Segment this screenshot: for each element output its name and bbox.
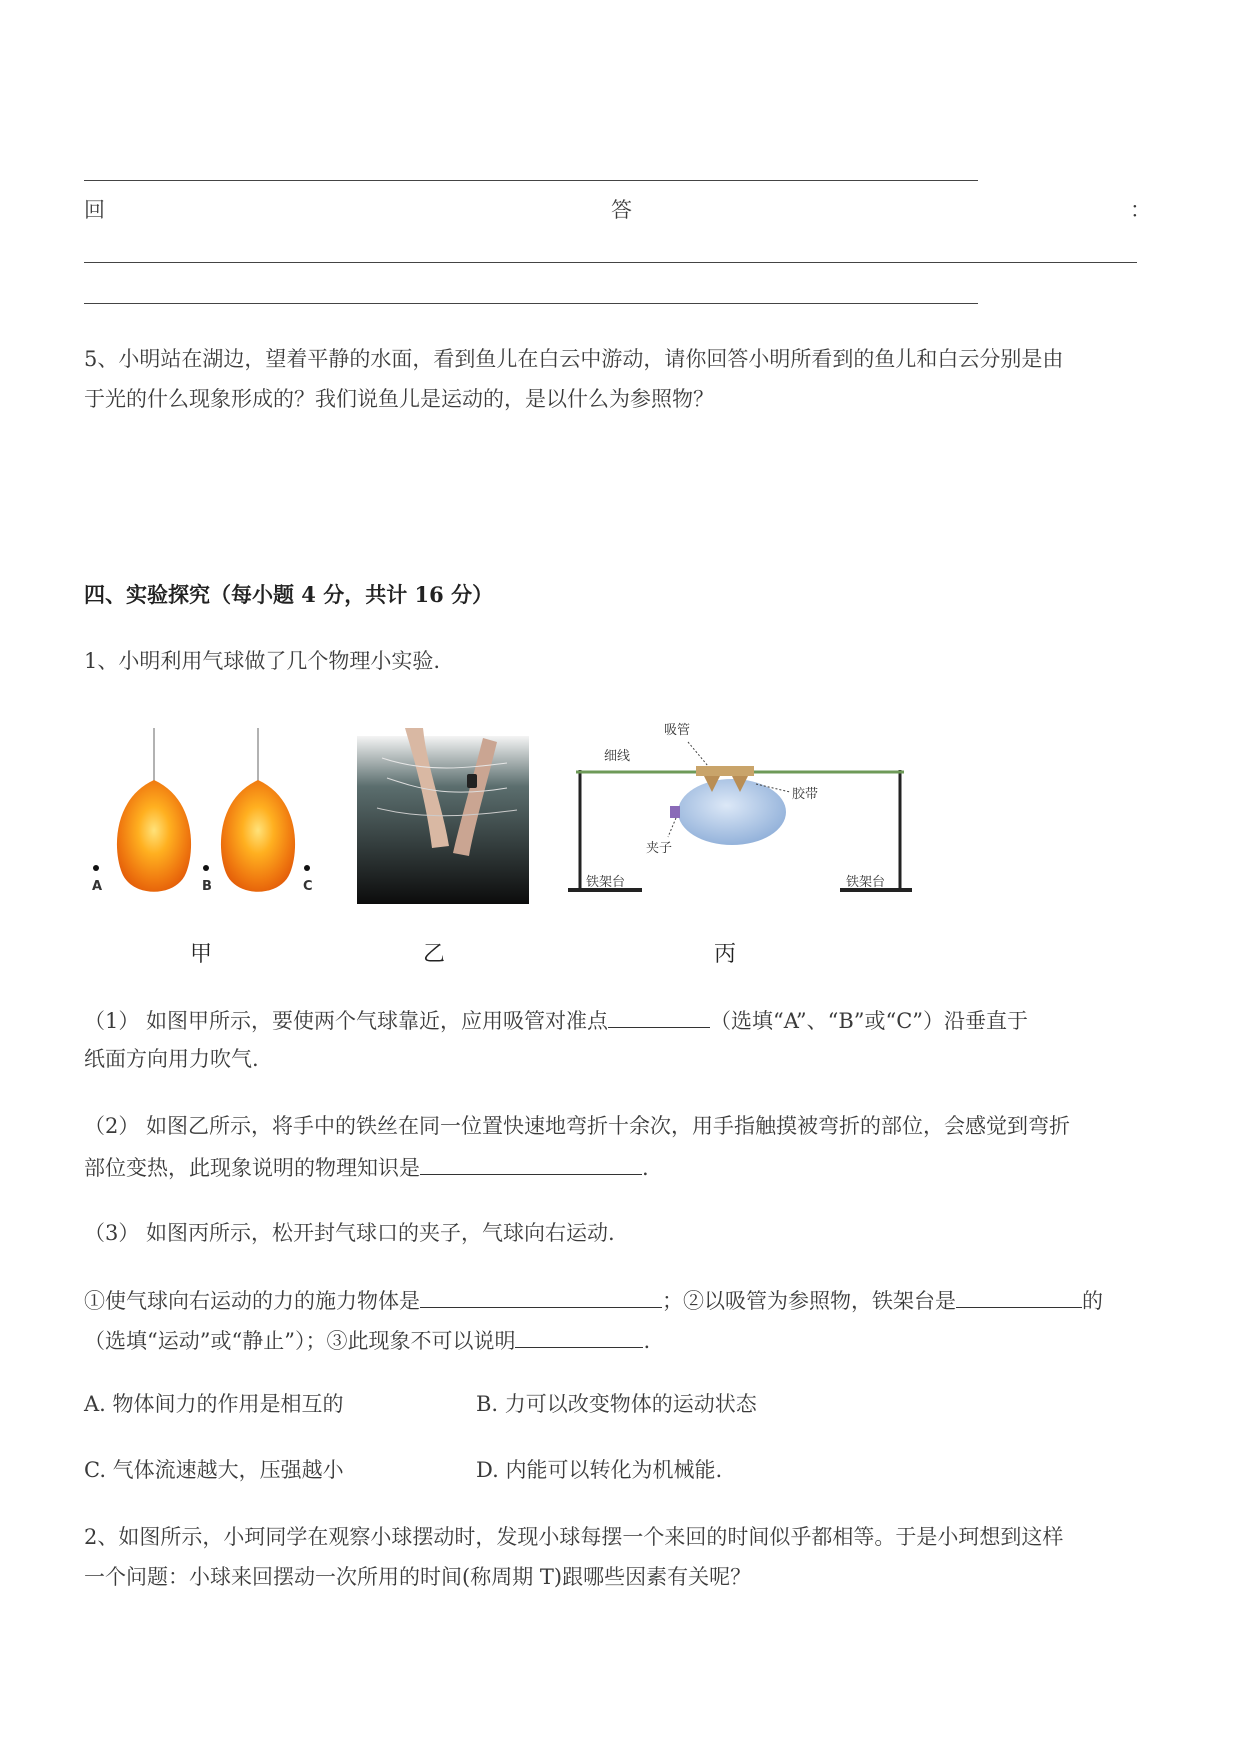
exp1-part3-text-1c: 的 [1082, 1289, 1103, 1313]
q5-line-2: 于光的什么现象形成的？我们说鱼儿是运动的，是以什么为参照物？ [84, 387, 714, 411]
exp1-part3-blank-force[interactable] [420, 1287, 662, 1308]
figure-jia-balloons [84, 728, 324, 918]
answer-label-colon: ： [1130, 198, 1151, 222]
caption-bing: 丙 [714, 942, 737, 967]
exp1-part3-line2 [84, 1327, 650, 1353]
point-c [304, 865, 310, 871]
label-clip: 夹子 [646, 841, 673, 856]
exp1-part1-blank[interactable] [608, 1007, 710, 1028]
exp1-part3-blank-explain[interactable] [515, 1327, 643, 1348]
answer-line-2 [84, 262, 1137, 263]
option-b[interactable]: B. 力可以改变物体的运动状态 [476, 1392, 757, 1416]
exp1-part2-text: 部位变热，此现象说明的物理知识是 [84, 1156, 420, 1180]
exp2-line-1: 2、如图所示，小珂同学在观察小球摆动时，发现小球每摆一个来回的时间似乎都相等。于是小珂想到这样 [84, 1525, 1064, 1549]
q5-line-1: 5、小明站在湖边，望着平静的水面，看到鱼儿在白云中游动，请你回答小明所看到的鱼儿和白云分别是由 [84, 347, 1064, 371]
caption-yi: 乙 [423, 942, 446, 967]
point-b [203, 865, 209, 871]
exp1-part3-text-2a: （选填“运动”或“静止”）；③此现象不可以说明 [84, 1329, 516, 1353]
pointer-straw [688, 742, 708, 766]
exp1-intro: 1、小明利用气球做了几个物理小实验. [84, 649, 441, 673]
answer-label-hui: 回 [84, 198, 105, 222]
exp1-part1-line1 [84, 1007, 1028, 1033]
exp1-part3-line1 [84, 1287, 1103, 1313]
exp1-part3-intro: （3） 如图丙所示，松开封气球口的夹子，气球向右运动. [84, 1221, 615, 1245]
label-thread: 细线 [604, 749, 631, 764]
option-a[interactable]: A. 物体间力的作用是相互的 [84, 1392, 344, 1416]
blue-balloon [678, 779, 786, 845]
exp1-part3-text-1a: ①使气球向右运动的力的施力物体是 [84, 1289, 420, 1313]
exp1-part1-line2: 纸面方向用力吹气. [84, 1047, 259, 1071]
point-b-label: B [202, 879, 212, 894]
option-d[interactable]: D. 内能可以转化为机械能. [476, 1458, 723, 1482]
label-stand-left: 铁架台 [586, 875, 626, 890]
balloon-right [221, 780, 295, 892]
figure-yi-hands [357, 728, 529, 904]
answer-line-1 [84, 180, 978, 181]
figure-bing-apparatus [568, 712, 928, 902]
exp1-part2-line1: （2） 如图乙所示，将手中的铁丝在同一位置快速地弯折十余次，用手指触摸被弯折的部位，会感觉到弯折 [84, 1114, 1071, 1138]
exp2-line-2: 一个问题：小球来回摆动一次所用的时间(称周期 T)跟哪些因素有关呢？ [84, 1565, 752, 1589]
point-c-label: C [303, 879, 313, 894]
exp1-part3-end: . [643, 1329, 651, 1353]
option-c[interactable]: C. 气体流速越大，压强越小 [84, 1458, 344, 1482]
point-a [93, 865, 99, 871]
answer-line-3 [84, 303, 978, 304]
point-a-label: A [92, 879, 103, 894]
exp1-part2-end: . [642, 1156, 649, 1180]
exp1-part1-text-a: （1） 如图甲所示，要使两个气球靠近，应用吸管对准点 [84, 1009, 609, 1033]
pointer-clip [668, 818, 676, 837]
answer-label-da: 答 [611, 198, 632, 222]
exp1-part3-blank-motion[interactable] [956, 1287, 1082, 1308]
exp1-part1-text-b: （选填“A”、“B”或“C”）沿垂直于 [710, 1009, 1029, 1033]
exp1-part2-blank[interactable] [420, 1154, 642, 1175]
exp1-part2-line2 [84, 1154, 649, 1180]
label-tape: 胶带 [792, 787, 819, 802]
balloon-left [117, 780, 191, 892]
section-4-title: 四、实验探究（每小题 4 分，共计 16 分） [84, 582, 494, 607]
label-straw: 吸管 [664, 723, 691, 738]
clip [670, 806, 680, 818]
label-stand-right: 铁架台 [846, 875, 886, 890]
straw [696, 766, 754, 776]
watch [467, 774, 477, 788]
exp1-part3-text-1b: ；②以吸管为参照物，铁架台是 [662, 1289, 956, 1313]
caption-jia: 甲 [190, 942, 213, 967]
